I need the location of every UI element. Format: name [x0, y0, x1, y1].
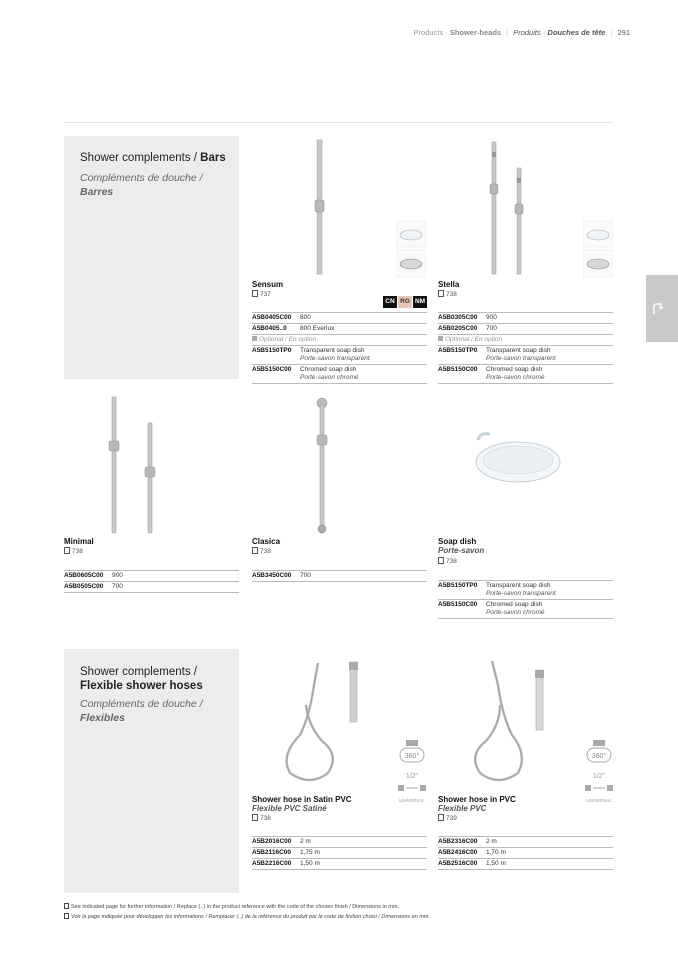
stella-table — [438, 312, 613, 384]
minimal-bars-image — [100, 395, 170, 537]
rotation-360-icon — [583, 740, 615, 764]
hose-satin-name: Shower hose in Satin PVC — [252, 795, 352, 804]
hoses-panel — [64, 649, 239, 893]
stella-name: Stella — [438, 280, 460, 289]
optional-label: Optional / En option — [252, 334, 427, 345]
header-douches: Douches de tête — [547, 28, 606, 37]
table-row: A5B2516C00 1,50 m — [438, 858, 613, 869]
rotation-360-icon — [396, 740, 428, 764]
sensum-finish-swatches — [383, 296, 427, 308]
table-row: A5B0205C00 700 — [438, 323, 613, 334]
table-row: A5B3450C00 700 — [252, 570, 427, 581]
thread-label: 1/2" — [592, 773, 606, 780]
stella-page-ref: 738 — [438, 290, 457, 298]
soap-dish-name-fr: Porte-savon — [438, 546, 485, 555]
table-row: A5B2116C00 1,75 m — [252, 847, 427, 858]
clasica-bar-image — [305, 395, 341, 537]
minimal-table — [64, 570, 239, 593]
table-row: A5B0405C00 800 — [252, 312, 427, 323]
hose-satin-name-fr: Flexible PVC Satiné — [252, 804, 327, 813]
stella-soap-dishes-image — [583, 220, 613, 278]
hoses-subtitle: Compléments de douche / Flexibles — [80, 698, 203, 724]
hose-satin-table — [252, 836, 427, 870]
hose-pvc-badges — [583, 740, 615, 803]
table-row: A5B2316C00 2 m — [438, 836, 613, 847]
hose-pvc-image — [456, 655, 536, 790]
finish-swatch-cn: CN — [383, 296, 397, 308]
sensum-name: Sensum — [252, 280, 284, 289]
section-tab[interactable] — [646, 275, 678, 342]
angle-label: 360° — [404, 753, 420, 760]
footer-note-en: See indicated page for further information / Replace (..) in the product reference with the code of the chosen finish / Dimensions in mm. — [64, 903, 399, 910]
universal-connector-icon — [583, 783, 615, 793]
hose-pvc-name: Shower hose in PVC — [438, 795, 516, 804]
soap-dish-page-ref: 738 — [438, 557, 457, 565]
bars-panel — [64, 136, 239, 379]
thread-label: 1/2" — [405, 773, 419, 780]
table-row: A5B0505C00 700 — [64, 581, 239, 592]
table-row: A5B0405..0 800 Everlux — [252, 323, 427, 334]
running-header: Products · Shower-heads | Produits · Douches de tête | 291 — [413, 28, 630, 37]
minimal-name: Minimal — [64, 537, 94, 546]
table-row: A5B5150C00 Chromed soap dish Porte-savon chromé — [438, 599, 613, 618]
table-row: A5B2216C00 1,50 m — [252, 858, 427, 869]
optional-label: Optional / En option — [438, 334, 613, 345]
header-produits: Produits — [513, 28, 541, 37]
sensum-soap-dishes-image — [396, 220, 426, 278]
bars-title: Shower complements / Bars — [80, 152, 226, 164]
bars-subtitle: Compléments de douche / Barres — [80, 172, 203, 198]
table-row: A5B5150TP0 Transparent soap dish Porte-savon transparent — [438, 345, 613, 364]
hose-pvc-table — [438, 836, 613, 870]
table-row: A5B0305C00 900 — [438, 312, 613, 323]
clasica-name: Clasica — [252, 537, 281, 546]
stella-bars-image — [480, 138, 530, 278]
hose-pvc-name-fr: Flexible PVC — [438, 804, 487, 813]
clasica-table — [252, 570, 427, 582]
hose-satin-page-ref: 738 — [252, 814, 271, 822]
table-row: A5B0605C00 900 — [64, 570, 239, 581]
sensum-table — [252, 312, 427, 384]
page-number: 291 — [617, 28, 630, 37]
table-row: A5B2416C00 1,70 m — [438, 847, 613, 858]
hose-pvc-detail-image — [532, 668, 548, 732]
universal-connector-icon — [396, 783, 428, 793]
table-row: A5B5150TP0 Transparent soap dish Porte-savon transparent — [252, 345, 427, 364]
header-products: Products — [413, 28, 444, 37]
soap-dish-name: Soap dish — [438, 537, 477, 546]
soap-dish-image — [468, 430, 568, 490]
hose-satin-image — [270, 655, 350, 790]
table-row: A5B5150TP0 Transparent soap dish Porte-savon transparent — [438, 580, 613, 599]
hose-pvc-page-ref: 739 — [438, 814, 457, 822]
clasica-page-ref: 738 — [252, 547, 271, 555]
universal-label: UNIVERSAL — [399, 798, 425, 803]
soap-dish-table — [438, 580, 613, 619]
hose-satin-badges — [396, 740, 428, 803]
angle-label: 360° — [591, 753, 607, 760]
table-row: A5B5150C00 Chromed soap dish Porte-savon chromé — [438, 364, 613, 383]
header-shower-heads: Shower-heads — [449, 28, 502, 37]
footer-note-fr: Voir la page indiquée pour développer les informations / Remplacer (..) de la référence du produit par le code de finition choisi / Dimensions en mm. — [64, 913, 430, 920]
sensum-page-ref: 737 — [252, 290, 271, 298]
hoses-title: Shower complements / Flexible shower hoses — [80, 666, 203, 692]
shower-icon — [652, 303, 664, 315]
hose-satin-detail-image — [346, 660, 362, 724]
minimal-page-ref: 738 — [64, 547, 83, 555]
universal-label: UNIVERSAL — [586, 798, 612, 803]
finish-swatch-rg: RG — [398, 296, 412, 308]
finish-swatch-nm: NM — [413, 296, 427, 308]
top-divider — [64, 122, 613, 123]
table-row: A5B5150C00 Chromed soap dish Porte-savon chromé — [252, 364, 427, 383]
table-row: A5B2016C00 2 m — [252, 836, 427, 847]
sensum-bar-image — [300, 138, 340, 278]
